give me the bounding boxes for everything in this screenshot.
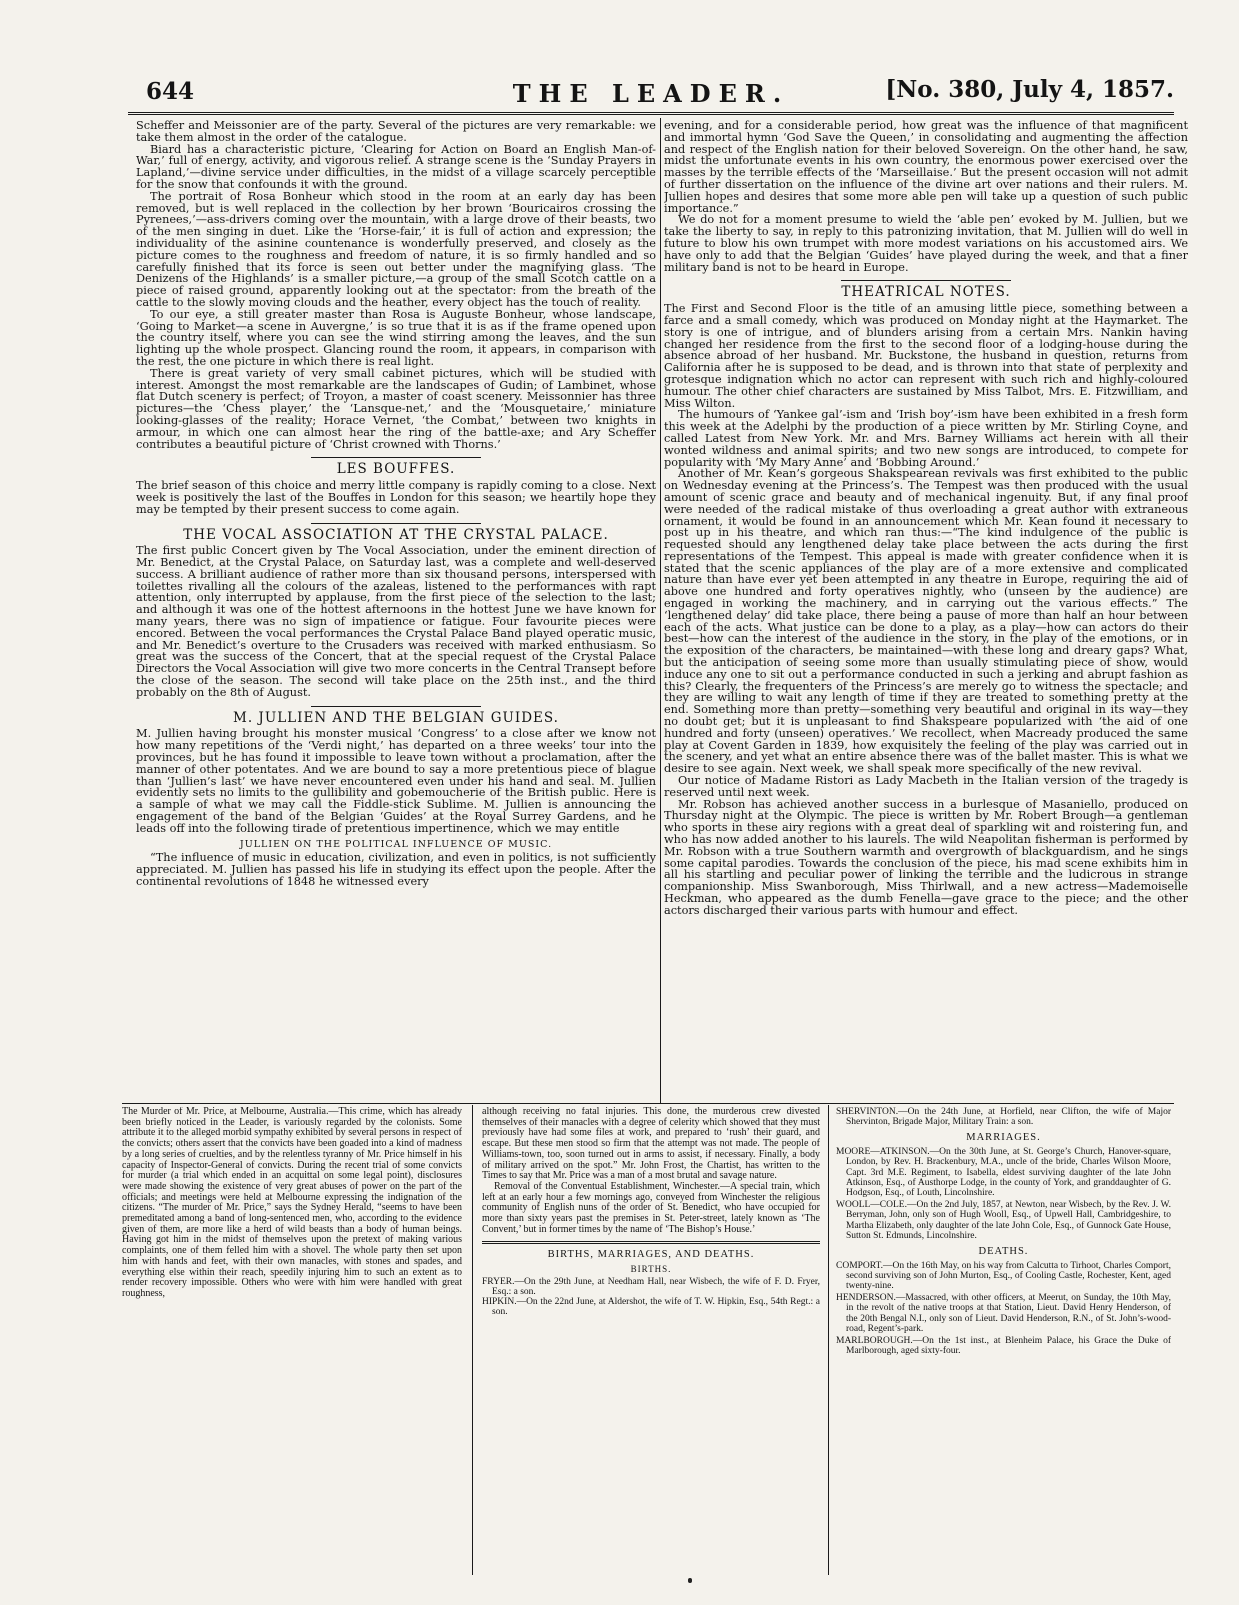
deaths-heading: DEATHS. [978,1245,1029,1257]
births-heading: BIRTHS. [630,1264,672,1275]
section-rule [122,1103,1174,1104]
article-paragraph: Biard has a characteristic picture, ‘Clearing for Action on Board an English Man-of-War,’ full of energy, activity, and vigorous relief. A strange scene is the ‘Sunday Prayers in Lapland,’—divine service under difficulties, in the midst of a village scarcely perceptible for the snow that confounds it with the ground. [136,142,656,191]
news-paragraph: The Murder of Mr. Price, at Melbourne, Australia.—This crime, which has already been briefly noticed in the Leader, is variously regarded by the colonists. Some attribute it to the alleged morbid sympathy exhibited by several persons in respect of the convicts; others assert that the convicts have been goaded into a kind of madness by a long series of cruelties, and by the relentless tyranny of Mr. Price himself in his capacity of Inspector-General of convicts. During the recent trial of some convicts for murder (a trial which ended in an acquittal on some legal point), disclosures were made showing the existence of very great abuses of power on the part of the officials; and meetings were held at Melbourne expressing the indignation of the citizens. “The murder of Mr. Price,” says the Sydney Herald, “seems to have been premeditated among a band of long-sentenced men, who, according to the evidence given of them, are more like a herd of wild beasts than a body of human beings. Having got him in the midst of themselves upon the pretext of making various complaints, one of them felled him with a shovel. The whole party then set upon him with hands and feet, with their own manacles, with stones and spades, and everything else within their reach, speedily injuring him to such an extent as to render recovery impossible. Others who were with him were handled with great roughness, [122,1107,462,1299]
masthead [128,78,1174,115]
lower-column-3 [836,1107,1171,1577]
article-paragraph: The humours of ‘Yankee gal’-ism and ‘Irish boy’-ism have been exhibited in a fresh form this week at the Adelphi by the production of a piece written by Mr. Stirling Coyne, and called Latest from New York. Mr. and Mrs. Barney Williams act herein with all their wonted wildness and animal spirits; and two new songs are introduced, to compete for popularity with ‘My Mary Anne’ and ‘Bobbing Around.’ [664,408,1188,469]
section-divider [841,280,1011,281]
birth-notice: SHERVINTON.—On the 24th June, at Horfield, near Clifton, the wife of Major Shervinton, Brigade Major, Military Train: a son. [836,1107,1171,1128]
section-heading: M. JULLIEN AND THE BELGIAN GUIDES. [233,709,559,726]
section-divider [311,523,481,524]
birth-notice: HIPKIN.—On the 22nd June, at Aldershot, the wife of T. W. Hipkin, Esq., 54th Regt.: a son. [482,1297,820,1318]
article-paragraph: The First and Second Floor is the title of an amusing little piece, something between a farce and a small comedy, which was produced on Monday night at the Haymarket. The story is one of intrigue, and of blunders arising from a certain Mrs. Nankin having changed her residence from the first to the second floor of a lodging-house during the absence abroad of her husband. Mr. Buckstone, the husband in question, returns from California after he is supposed to be dead, and is thrown into that state of perplexity and grotesque indignation which no actor can represent with such rich and highly-coloured humour. The other chief characters are sustained by Miss Talbot, Mrs. E. Fitzwilliam, and Miss Wilton. [664,302,1188,410]
article-paragraph: The first public Concert given by The Vocal Association, under the eminent direction of Mr. Benedict, at the Crystal Palace, on Saturday last, was a complete and well-deserved success. A brilliant audience of rather more than six thousand persons, interspersed with toilettes rivalling all the colours of the azaleas, listened to the performances with rapt attention, only interrupted by applause, from the first piece of the selection to the last; and although it was one of the hottest afternoons in the hottest June we have known for many years, there was no sign of impatience or fatigue. Four favourite pieces were encored. Between the vocal performances the Crystal Palace Band played operatic music, and Mr. Benedict’s overture to the Crusaders was received with marked enthusiasm. So great was the success of the Concert, that at the special request of the Crystal Palace Directors the Vocal Association will give two more concerts in the Central Transept before the close of the season. The second will take place on the 25th inst., and the third probably on the 8th of August. [136,544,656,699]
section-heading: LES BOUFFES. [336,461,456,478]
double-rule [482,1241,820,1244]
article-paragraph: Scheffer and Meissonier are of the party. Several of the pictures are very remarkable: we take them almost in the order of the catalogue. [136,120,656,144]
article-paragraph: The brief season of this choice and merry little company is rapidly coming to a close. Next week is positively the last of the Bouffes in London for this season; we heartily hope they may be tempted by their present success to come again. [136,479,656,516]
section-heading: THEATRICAL NOTES. [841,284,1011,301]
column-rule [660,118,661,1104]
birth-notice: FRYER.—On the 29th June, at Needham Hall, near Wisbech, the wife of F. D. Fryer, Esq.: a son. [482,1276,820,1298]
article-paragraph: The portrait of Rosa Bonheur which stood in the room at an early day has been removed, but is well replaced in the collection by her brown ‘Bouricairos crossing the Pyrenees,’—ass-drivers coming over the mountain, with a large drove of their beasts, two of the men singing in duet. Like the ‘Horse-fair,’ it is full of action and expression; the individuality of the asinine countenance is wonderfully preserved, and closely as the picture comes to the roughness and freedom of nature, it is so firmly handled and so carefully finished that its force is seen out better under the magnifying glass. ‘The Denizens of the Highlands’ is a smaller picture,—a group of the small Scotch cattle on a piece of raised ground, apparently looking out at the spectator: from the breath of the cattle to the slowly moving clouds and the heather, every object has the touch of reality. [136,189,656,309]
column-rule [472,1105,473,1575]
article-paragraph: Another of Mr. Kean’s gorgeous Shakspearean revivals was first exhibited to the public on Wednesday evening at the Princess’s. The Tempest was then produced with the usual amount of scenic grace and beauty and of mechanical ingenuity. But, if any final proof were needed of the radical mistake of thus overloading a great author with extraneous ornament, it would be found in an announcement which Mr. Kean found it necessary to post up in his theatre, and which ran thus:—“The kind indulgence of the public is requested should any lengthened delay take place between the acts during the first representations of the Tempest. This appeal is made with greater confidence when it is stated that the scenic appliances of the play are of a more extensive and complicated nature than have ever yet been attempted in any theatre in Europe, requiring the aid of above one hundred and forty operatives nightly, who (unseen by the audience) are engaged in working the machinery, and in carrying out the various effects.” The ‘lengthened delay’ did take place, there being a pause of more than half an hour between each of the acts. What justice can be done to a play, as a play—how can actors do their best—how can the interest of the audience in the story, in the play of the emotions, or in the exposition of the characters, be maintained—with these long and dreary gaps? What, but the anticipation of seeing some more than usually stimulating piece of show, would induce any one to sit out a performance conducted in such a jerking and abrupt fashion as this? Clearly, the frequenters of the Princess’s are merely go to witness the spectacle; and they are willing to wait any length of time if they are treated to something pretty at the end. Something more than pretty—something very beautiful and original in its way—they no doubt get; but it is unpleasant to find Shakspeare popularized with ‘the aid of one hundred and forty (unseen) operatives.’ We recollect, when Macready produced the same play at Covent Garden in 1839, how exquisitely the feeling of the play was carried out in the scenery, and yet what an entire absence there was of the ballet master. This is what we desire to see again. Next week, we shall speak more specifically of the new revival. [664,467,1188,776]
section-heading: THE VOCAL ASSOCIATION AT THE CRYSTAL PALACE. [183,526,609,543]
left-column [136,120,656,1100]
article-paragraph: “The influence of music in education, civilization, and even in politics, is not sufficiently appreciated. M. Jullien has passed his life in studying its effect upon the people. After the continental revolutions of 1848 he witnessed every [136,851,656,889]
column-rule [828,1105,829,1575]
article-paragraph: To our eye, a still greater master than Rosa is Auguste Bonheur, whose landscape, ‘Going to Market—a scene in Auvergne,’ is so true that it is as if the frame opened upon the country itself, where you can see the wind stirring among the leaves, and the sun lighting up the whole prospect. Glancing round the room, it appears, in comparison with the rest, the one picture in which there is real light. [136,307,656,368]
section-divider [311,706,481,707]
death-notice: COMPORT.—On the 16th May, on his way from Calcutta to Tirhoot, Charles Comport, second surviving son of John Murton, Esq., of Cooling Castle, Rochester, Kent, aged twenty-nine. [836,1260,1171,1292]
article-paragraph: We do not for a moment presume to wield the ‘able pen’ evoked by M. Jullien, but we take the liberty to say, in reply to this patronizing invitation, that M. Jullien will do well in future to blow his own trumpet with more modest variations on his accustomed airs. We have only to add that the Belgian ‘Guides’ have played during the week, and that a finer military band is not to be heard in Europe. [664,213,1188,274]
issue-info: [No. 380, July 4, 1857. [885,76,1174,103]
page-number: 644 [146,78,195,105]
ink-mark [688,1578,692,1583]
article-paragraph: Our notice of Madame Ristori as Lady Macbeth in the Italian version of the tragedy is reserved until next week. [664,774,1188,799]
newspaper-title: THE LEADER. [512,79,790,108]
section-divider [311,457,481,458]
article-paragraph: M. Jullien having brought his monster musical ‘Congress’ to a close after we know not how many repetitions of the ‘Verdi night,’ has departed on a three weeks’ tour into the provinces, but he has found it impossible to leave town without a proclamation, after the manner of other potentates. And we are bound to say a more pretentious piece of blague than ‘Jullien’s last’ we have never encountered even under his hand and seal. M. Jullien evidently sets no limits to the gullibility and gobemoucherie of the British public. Here is a sample of what we may call the Fiddle-stick Sublime. M. Jullien is announcing the engagement of the band of the Belgian ‘Guides’ at the Royal Surrey Gardens, and he leads off into the following tirade of pretentious impertinence, which we may entitle [136,727,656,835]
sub-heading: JULLIEN ON THE POLITICAL INFLUENCE OF MUSIC. [239,838,553,850]
news-paragraph: Removal of the Conventual Establishment, Winchester.—A special train, which left at an early hour a few mornings ago, conveyed from Winchester the religious community of English nuns of the order of St. Benedict, who have occupied for more than sixty years past the premises in St. Peter-street, lately known as ‘The Convent,’ but in former times by the name of ‘The Bishop’s House.’ [482,1180,820,1235]
marriages-heading: MARRIAGES. [966,1132,1041,1144]
marriage-notice: MOORE—ATKINSON.—On the 30th June, at St. George’s Church, Hanover-square, London, by Rev. H. Brackenbury, M.A., uncle of the bride, Charles Wilson Moore, Capt. 3rd M.E. Regiment, to Isabella, eldest surviving daughter of the late John Atkinson, Esq., of Austhorpe Lodge, in the county of York, and granddaughter of G. Hodgson, Esq., of Louth, Lincolnshire. [836,1147,1171,1198]
lower-column-1 [122,1107,462,1577]
article-paragraph: Mr. Robson has achieved another success in a burlesque of Masaniello, produced on Thursday night at the Olympic. The piece is written by Mr. Robert Brough—a gentleman who sports in these airy regions with a great deal of sparkling wit and roistering fun, and who has now added another to his laurels. The wild Neapolitan fisherman is performed by Mr. Robson with a true Southern warmth and overgrowth of blackguardism, and he sings some capital parodies. Towards the conclusion of the piece, his mad scene exhibits him in all his startling and peculiar power of linking the terrible and the ludicrous in strange companionship. Miss Swanborough, Miss Thirlwall, and a new actress—Mademoiselle Heckman, who appeared as the dumb Fenella—gave grace to the piece; and the other actors discharged their various parts with humour and effect. [664,797,1188,917]
news-paragraph: although receiving no fatal injuries. This done, the murderous crew divested themselves of their manacles with a degree of celerity which showed that they must previously have had some files at work, and prepared to ‘rush’ their guard, and escape. But these men stood so firm that the attempt was not made. The people of Williams-town, too, soon turned out in arms to assist, if necessary. Finally, a body of military arrived on the spot.” Mr. John Frost, the Chartist, has written to the Times to say that Mr. Price was a man of a most brutal and savage nature. [482,1107,820,1182]
right-column [664,120,1188,1100]
marriage-notice: WOOLL—COLE.—On the 2nd July, 1857, at Newton, near Wisbech, by the Rev. J. W. Berryman, John, only son of Hugh Wooll, Esq., of Upwell Hall, Cambridgeshire, to Martha Elizabeth, only daughter of the late John Cole, Esq., of Gunnock Gate House, Sutton St. Edmunds, Lincolnshire. [836,1200,1171,1241]
article-paragraph: evening, and for a considerable period, how great was the influence of that magnificent and immortal hymn ‘God Save the Queen,’ in consolidating and augmenting the affection and respect of the English nation for their beloved Sovereign. On the other hand, he saw, midst the unfortunate events in his own country, the enormous power exercised over the masses by the terrible effects of the ‘Marseillaise.’ But the present occasion will not admit of further dissertation on the influence of the divine art over nations and their rulers. M. Jullien hopes and desires that some more able pen will take up a question of such public importance.” [664,120,1188,215]
death-notice: HENDERSON.—Massacred, with other officers, at Meerut, on Sunday, the 10th May, in the revolt of the native troops at that Station, Lieut. David Henry Henderson, of the 20th Bengal N.I., only son of Lieut. David Henderson, R.N., of St. John’s-wood-road, Regent’s-park. [836,1293,1171,1334]
lower-column-2 [482,1107,820,1577]
section-heading: BIRTHS, MARRIAGES, AND DEATHS. [547,1249,755,1261]
article-paragraph: There is great variety of very small cabinet pictures, which will be studied with interest. Amongst the most remarkable are the landscapes of Gudin; of Lambinet, whose flat Dutch scenery is perfect; of Troyon, a master of coast scenery. Meissonnier has three pictures—the ‘Chess player,’ the ‘Lansque-net,’ and the ‘Mousquetaire,’ miniature looking-glasses of the reality; Horace Vernet, ‘the Combat,’ between two knights in armour, in which one can almost hear the ring of the battle-axe; and Ary Scheffer contributes a beautiful picture of ‘Christ crowned with Thorns.’ [136,366,656,451]
death-notice: MARLBOROUGH.—On the 1st inst., at Blenheim Palace, his Grace the Duke of Marlborough, aged sixty-four. [836,1336,1171,1357]
